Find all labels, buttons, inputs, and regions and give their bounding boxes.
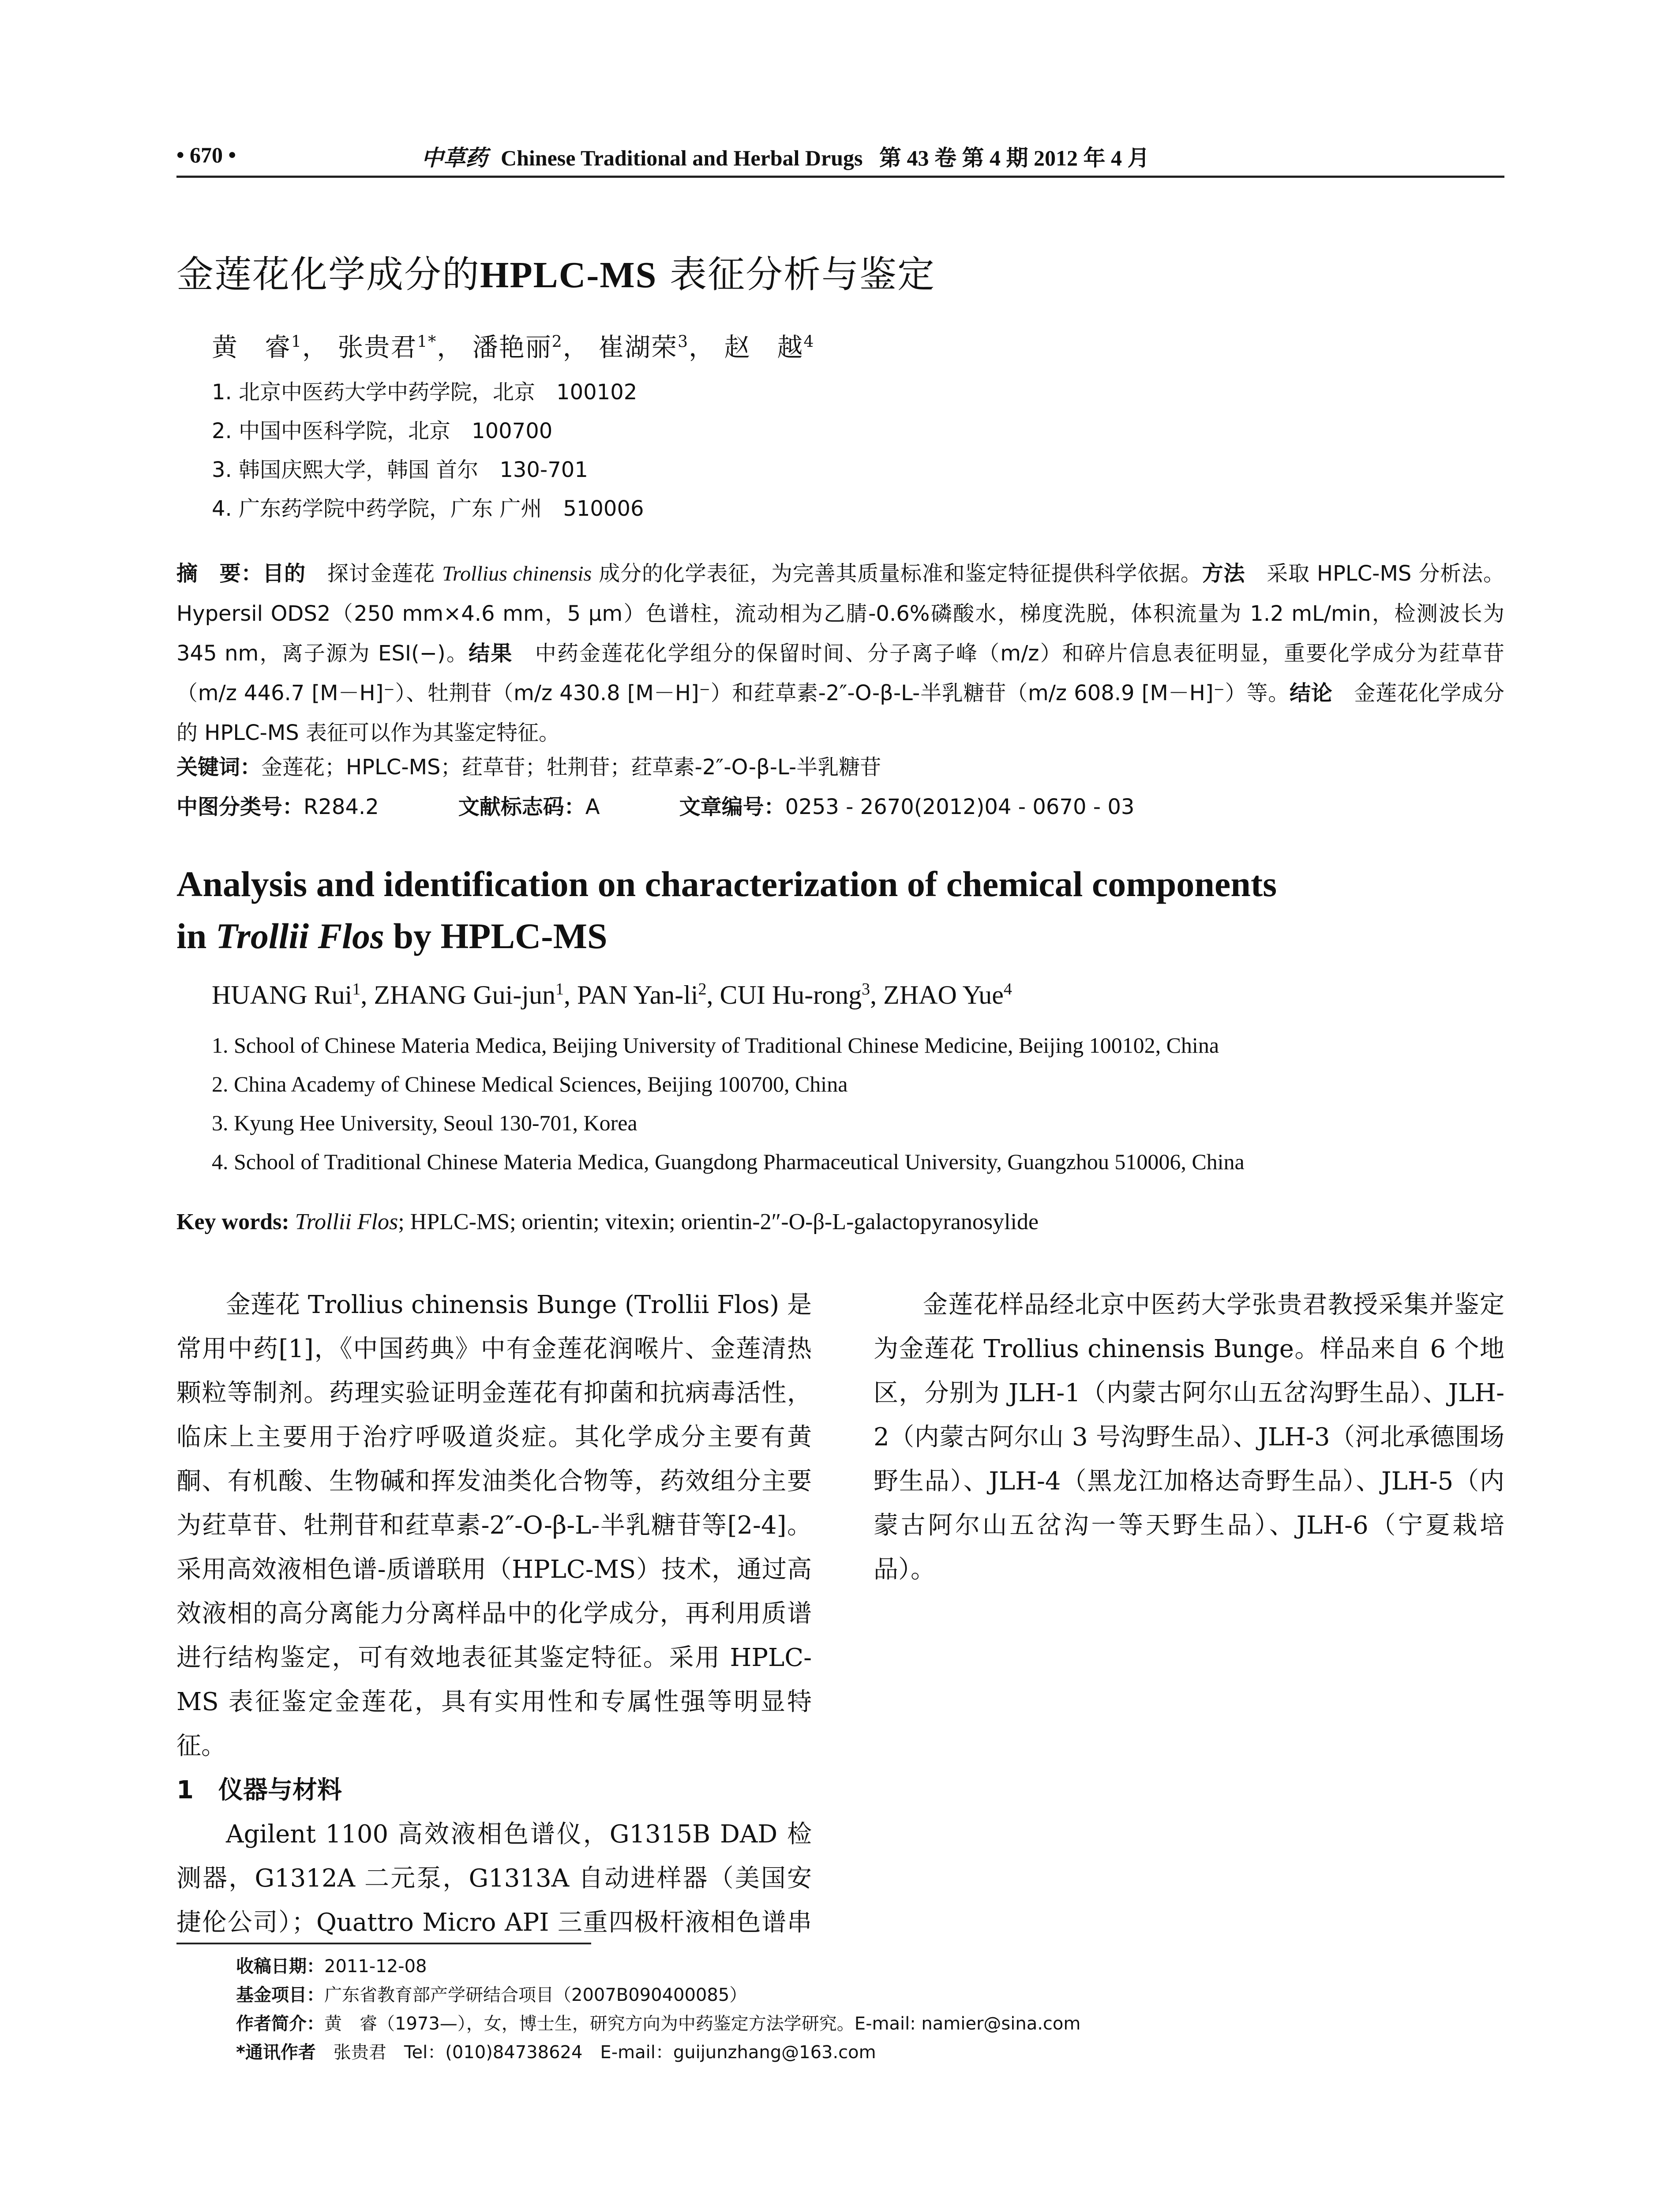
author-affil-mark: 1* xyxy=(417,333,437,351)
doc-code-label: 文献标志码： xyxy=(458,795,585,819)
keywords-text: 金莲花；HPLC-MS；荭草苷；牡荆苷；荭草素-2″-O-β-L-半乳糖苷 xyxy=(261,755,881,780)
author-affil-mark: 1 xyxy=(352,980,361,998)
footnote-label: 收稿日期： xyxy=(236,1956,324,1977)
title-en-italic: Trollii Flos xyxy=(215,916,384,956)
title-cn-part: 表征分析与鉴定 xyxy=(670,253,936,296)
conclusion-label: 结论 xyxy=(1290,681,1333,705)
species-name: Trollius chinensis xyxy=(442,562,592,585)
footnote-text: 广东省教育部产学研结合项目（2007B090400085） xyxy=(324,1985,747,2005)
footnote-label: 作者简介： xyxy=(236,2014,324,2034)
affiliation-en: 4. School of Traditional Chinese Materia Medica, Guangdong Pharmaceutical University, Guangzhou 510006, China xyxy=(212,1149,1245,1174)
affiliation-cn: 2. 中国中医科学院，北京 100700 xyxy=(212,419,553,443)
conclusion-text: 金莲花化学成分的 HPLC-MS 表征可以作为其鉴定特征。 xyxy=(176,681,1504,745)
author-name: 张贵君 xyxy=(338,332,417,362)
paper-title-cn xyxy=(176,245,935,298)
author-name: HUANG Rui xyxy=(212,980,352,1009)
intro-paragraph: 金莲花 Trollius chinensis Bunge (Trollii Flos) 是常用中药[1]，《中国药典》中有金莲花润喉片、金莲清热颗粒等制剂。药理实验证明金莲花有抑菌和抗病毒活性，临床上主要用于治疗呼吸道炎症。其化学成分主要有黄酮、有机酸、生物碱和挥发油类化合物等，药效组分主要为荭草苷、牡荆苷和荭草素-2″-O-β-L-半乳糖苷等[2-4]。采用高效液相色谱-质谱联用（HPLC-MS）技术，通过高效液相的高分离能力分离样品中的化学成分，再利用质谱进行结构鉴定，可有效地表征其鉴定特征。采用 HPLC-MS 表征鉴定金莲花，具有实用性和专属性强等明显特征。 xyxy=(176,1291,812,1760)
author-affil-mark: 2 xyxy=(698,980,707,998)
author-affil-mark: 2 xyxy=(551,333,563,351)
footnote-label: *通讯作者 xyxy=(236,2042,316,2063)
affiliation-en: 3. Kyung Hee University, Seoul 130-701, Korea xyxy=(212,1111,638,1135)
author-name: 潘艳丽 xyxy=(472,332,552,362)
article-number-value: 0253 - 2670(2012)04 - 0670 - 03 xyxy=(785,795,1135,819)
paper-title-en xyxy=(176,858,1500,962)
title-cn-method: HPLC-MS xyxy=(480,255,657,296)
keywords-en xyxy=(176,1209,1039,1235)
footnote-funding xyxy=(236,1981,747,2006)
author-name: 崔湖荣 xyxy=(598,332,678,362)
affiliation-en: 2. China Academy of Chinese Medical Sciences, Beijing 100700, China xyxy=(212,1072,848,1096)
clc-value: R284.2 xyxy=(304,795,379,819)
footnote-received xyxy=(236,1952,427,1977)
results-text: 中药金莲花化学组分的保留时间、分子离子峰（m/z）和碎片信息表征明显，重要化学成分为荭草苷（m/z 446.7 [M－H]⁻）、牡荆苷（m/z 430.8 [M－H]⁻）和荭草素-2″-O-β-L-半乳糖苷（m/z 608.9 [M－H]⁻）等。 xyxy=(176,641,1504,705)
objective-label: 目的 xyxy=(262,561,306,586)
keywords-en-italic: Trollii Flos xyxy=(295,1209,398,1234)
author-name: PAN Yan-li xyxy=(577,980,698,1009)
keywords-label: 关键词： xyxy=(176,755,262,780)
author-affil-mark: 1 xyxy=(555,980,564,998)
author-affil-mark: 3 xyxy=(862,980,870,998)
title-en-line xyxy=(176,910,1500,962)
journal-issue: 第 43 卷 第 4 期 2012 年 4 月 xyxy=(879,146,1150,170)
keywords-en-text: ; HPLC-MS; orientin; vitexin; orientin-2″-O-β-L-galactopyranosylide xyxy=(398,1209,1039,1234)
affiliation-cn: 3. 韩国庆熙大学，韩国 首尔 130-701 xyxy=(212,458,588,482)
body-column-left xyxy=(176,1283,812,1945)
affiliation-en: 1. School of Chinese Materia Medica, Beijing University of Traditional Chinese Medicine, Beijing 100102, China xyxy=(212,1033,1219,1058)
clc-label: 中图分类号： xyxy=(176,795,304,819)
affiliation-cn: 1. 北京中医药大学中药学院，北京 100102 xyxy=(212,380,638,405)
title-cn-part: 金莲花化学成分的 xyxy=(176,253,480,296)
keywords-en-label: Key words: xyxy=(176,1209,289,1234)
author-affil-mark: 4 xyxy=(1003,980,1012,998)
author-name: ZHAO Yue xyxy=(883,980,1004,1009)
affiliation-cn: 4. 广东药学院中药学院，广东 广州 510006 xyxy=(212,496,644,521)
author-name: 赵 越 xyxy=(724,332,804,362)
author-affil-mark: 3 xyxy=(678,333,689,351)
abstract-label: 摘 要： xyxy=(176,561,263,586)
journal-name-en: Chinese Traditional and Herbal Drugs xyxy=(501,146,863,170)
footnote-label: 基金项目： xyxy=(236,1985,324,2005)
author-affil-mark: 1 xyxy=(291,333,302,351)
methods-label: 方法 xyxy=(1202,561,1245,586)
footnote-rule xyxy=(176,1943,591,1944)
objective-text: 成分的化学表征，为完善其质量标准和鉴定特征提供科学依据。 xyxy=(592,561,1202,586)
footnote-author-bio xyxy=(236,2010,1080,2035)
footnote-text: 2011-12-08 xyxy=(324,1956,427,1977)
section-heading: 1 仪器与材料 xyxy=(176,1776,342,1805)
footnote-text: 黄 睿（1973—），女，博士生，研究方向为中药鉴定方法学研究。E-mail: namier@sina.com xyxy=(324,2014,1081,2034)
methods-text: 采取 HPLC-MS 分析法。Hypersil ODS2（250 mm×4.6 mm，5 μm）色谱柱，流动相为乙腈-0.6%磷酸水，梯度洗脱，体积流量为 1.2 mL/min，检测波长为 345 nm，离子源为 ESI(−)。 xyxy=(176,561,1504,666)
header-rule xyxy=(176,176,1504,178)
results-label: 结果 xyxy=(469,641,513,666)
title-en-part: in xyxy=(176,916,216,956)
author-list-en: HUANG Rui$^1$, ZHANG Gui-jun$^1$, PAN Yan-$li^2$, CUI Hu-rong$^3$, ZHAO Yue$^4$ xyxy=(212,980,1012,1009)
title-en-part: by HPLC-MS xyxy=(384,916,608,956)
instruments-paragraph: Agilent 1100 高效液相色谱仪，G1315B DAD 检测器，G1312A 二元泵，G1313A 自动进样器（美国安捷伦公司）；Quattro Micro API 三重四极杆液相色谱串 xyxy=(176,1820,812,1937)
keywords-cn xyxy=(176,750,881,780)
materials-paragraph: 金莲花样品经北京中医药大学张贵君教授采集并鉴定为金莲花 Trollius chinensis Bunge。样品来自 6 个地区，分别为 JLH-1（内蒙古阿尔山五岔沟野生品）、JLH-2（内蒙古阿尔山 3 号沟野生品）、JLH-3（河北承德围场野生品）、JLH-4（黑龙江加格达奇野生品）、JLH-5（内蒙古阿尔山五岔沟一等天野生品）、JLH-6（宁夏栽培品）。 xyxy=(874,1291,1504,1584)
author-name: CUI Hu-rong xyxy=(720,980,862,1009)
abstract-cn xyxy=(176,554,1504,753)
running-header xyxy=(421,140,1149,172)
journal-name-cn: 中草药 xyxy=(421,146,488,170)
classification-line xyxy=(176,790,1134,820)
article-number-label: 文章编号： xyxy=(679,795,785,819)
title-en-line: Analysis and identification on characterization of chemical components xyxy=(176,864,1277,904)
footnote-corresponding xyxy=(236,2038,876,2063)
footnote-text: 张贵君 Tel：(010)84738624 E-mail：guijunzhang@163.com xyxy=(315,2042,876,2063)
body-column-right xyxy=(874,1283,1504,1592)
author-affil-mark: 4 xyxy=(803,333,815,351)
author-name: ZHANG Gui-jun xyxy=(374,980,555,1009)
page-number: • 670 • xyxy=(176,143,236,167)
doc-code-value: A xyxy=(585,795,600,819)
author-name: 黄 睿 xyxy=(212,332,292,362)
objective-text: 探讨金莲花 xyxy=(306,561,442,586)
author-list-cn: 黄 睿$^1$， 张贵君$^{1*}$， 潘艳丽$^2$， 崔湖荣$^3$， 赵 越$^4$ xyxy=(212,332,815,362)
